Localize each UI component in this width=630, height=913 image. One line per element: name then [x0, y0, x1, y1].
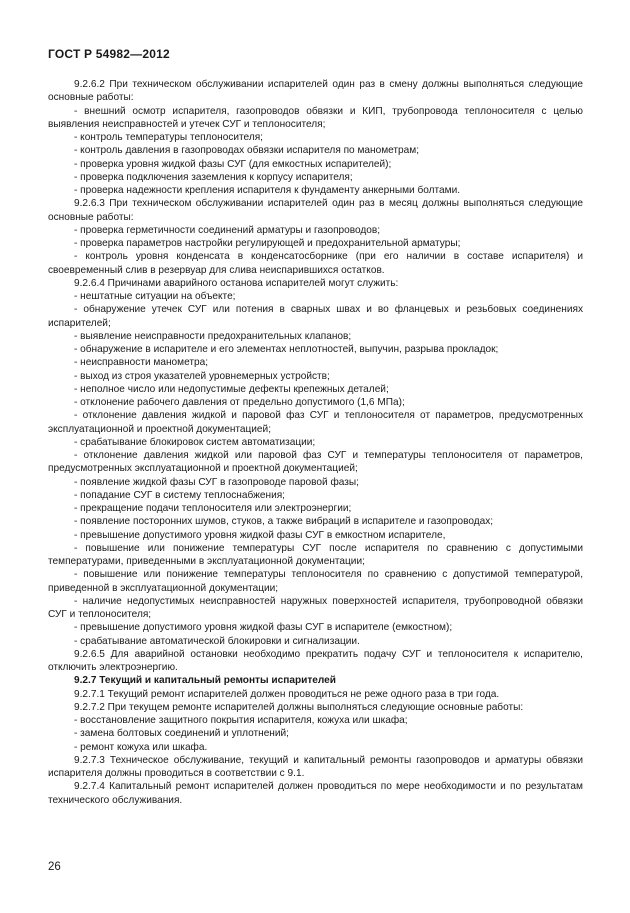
list-item: - отклонение давления жидкой и паровой фаз СУГ и теплоносителя от параметров, предусмотренных эксплуатационной и проектной документацией;: [48, 410, 583, 435]
list-item: - обнаружение в испарителе и его элементах неплотностей, выпучин, разрыва прокладок;: [74, 344, 499, 355]
list-item: - отклонение рабочего давления от предельно допустимого (1,6 МПа);: [74, 397, 405, 408]
paragraph: 9.2.7.4 Капитальный ремонт испарителей должен проводиться по мере необходимости и по результатам технического обслуживания.: [48, 781, 583, 806]
list-item: - контроль температуры теплоносителя;: [74, 132, 263, 143]
list-item: - обнаружение утечек СУГ или потения в сварных швах и во фланцевых и резьбовых соединениях испарителей;: [48, 304, 583, 329]
list-item: - контроль давления в газопроводах обвязки испарителя по манометрам;: [74, 145, 420, 157]
paragraph: 9.2.6.4 Причинами аварийного останова испарителей могут служить:: [74, 277, 399, 289]
list-item: - повышение или понижение температуры СУГ после испарителя по сравнению с допустимыми температурами, приведенными в эксплуатационной документации;: [48, 542, 583, 567]
list-item: - замена болтовых соединений и уплотнений;: [74, 728, 289, 740]
page-number: 26: [48, 861, 61, 873]
list-item: - неполное число или недопустимые дефекты крепежных деталей;: [74, 383, 389, 395]
paragraph: 9.2.6.5 Для аварийной остановки необходимо прекратить подачу СУГ и теплоносителя к испарителю, отключить электроэнергию.: [48, 648, 583, 673]
list-item: - срабатывание автоматической блокировки и сигнализации.: [74, 635, 360, 647]
paragraph: 9.2.7.3 Техническое обслуживание, текущий и капитальный ремонты газопроводов и арматуры обвязки испарителя должны проводиться в соответствии с 9.1.: [48, 754, 583, 779]
list-item: - наличие недопустимых неисправностей наружных поверхностей испарителя, трубопроводной обвязки СУГ и теплоносителя;: [48, 595, 583, 620]
list-item: - неисправности манометра;: [74, 357, 209, 369]
list-item: - проверка герметичности соединений арматуры и газопроводов;: [74, 224, 381, 236]
list-item: - превышение допустимого уровня жидкой фазы СУГ в испарителе (емкостном);: [74, 622, 453, 634]
list-item: - проверка надежности крепления испарителя к фундаменту анкерными болтами.: [74, 185, 461, 196]
list-item: - выявление неисправности предохранительных клапанов;: [74, 330, 352, 342]
section-heading: 9.2.7 Текущий и капитальный ремонты испарителей: [74, 675, 336, 687]
list-item: - проверка параметров настройки регулирующей и предохранительной арматуры;: [74, 238, 461, 249]
paragraph: 9.2.6.3 При техническом обслуживании испарителей один раз в месяц должны выполняться следующие основные работы:: [48, 198, 583, 223]
list-item: - прекращение подачи теплоносителя или электроэнергии;: [74, 503, 352, 514]
document-body: [48, 78, 583, 807]
list-item: - контроль уровня конденсата в конденсатосборнике (при его наличии в составе испарителя) и своевременный слив в резервуар для слива неиспарившихся остатков.: [48, 251, 583, 276]
list-item: - проверка подключения заземления к корпусу испарителя;: [74, 171, 353, 183]
list-item: - выход из строя указателей уровнемерных устройств;: [74, 370, 330, 382]
list-item: - отклонение давления жидкой или паровой фаз СУГ и температуры теплоносителя от параметров, предусмотренных эксплуатационной и проектной документацией;: [48, 450, 583, 475]
list-item: - попадание СУГ в систему теплоснабжения;: [74, 489, 285, 501]
paragraph: 9.2.7.1 Текущий ремонт испарителей должен проводиться не реже одного раза в три года.: [74, 688, 500, 700]
list-item: - превышение допустимого уровня жидкой фазы СУГ в емкостном испарителе,: [74, 529, 446, 541]
list-item: - ремонт кожуха или шкафа.: [74, 741, 208, 753]
list-item: - повышение или понижение температуры теплоносителя по сравнению с допустимой температурой, приведенной в эксплуатационной документации;: [48, 569, 583, 594]
list-item: - нештатные ситуации на объекте;: [74, 291, 236, 302]
list-item: - проверка уровня жидкой фазы СУГ (для емкостных испарителей);: [74, 158, 392, 170]
list-item: - восстановление защитного покрытия испарителя, кожуха или шкафа;: [74, 715, 408, 726]
list-item: - появление посторонних шумов, стуков, а также вибраций в испарителе и газопроводах;: [74, 516, 494, 528]
paragraph: 9.2.7.2 При текущем ремонте испарителей должны выполняться следующие основные работы:: [74, 701, 524, 713]
document-header: ГОСТ Р 54982—2012: [48, 47, 170, 61]
paragraph: 9.2.6.2 При техническом обслуживании испарителей один раз в смену должны выполняться следующие основные работы:: [48, 79, 583, 104]
list-item: - срабатывание блокировок систем автоматизации;: [74, 436, 316, 448]
list-item: - внешний осмотр испарителя, газопроводов обвязки и КИП, трубопровода теплоносителя с целью выявления неисправностей и утечек СУГ и теплоносителя;: [48, 105, 583, 130]
list-item: - появление жидкой фазы СУГ в газопроводе паровой фазы;: [74, 476, 359, 488]
